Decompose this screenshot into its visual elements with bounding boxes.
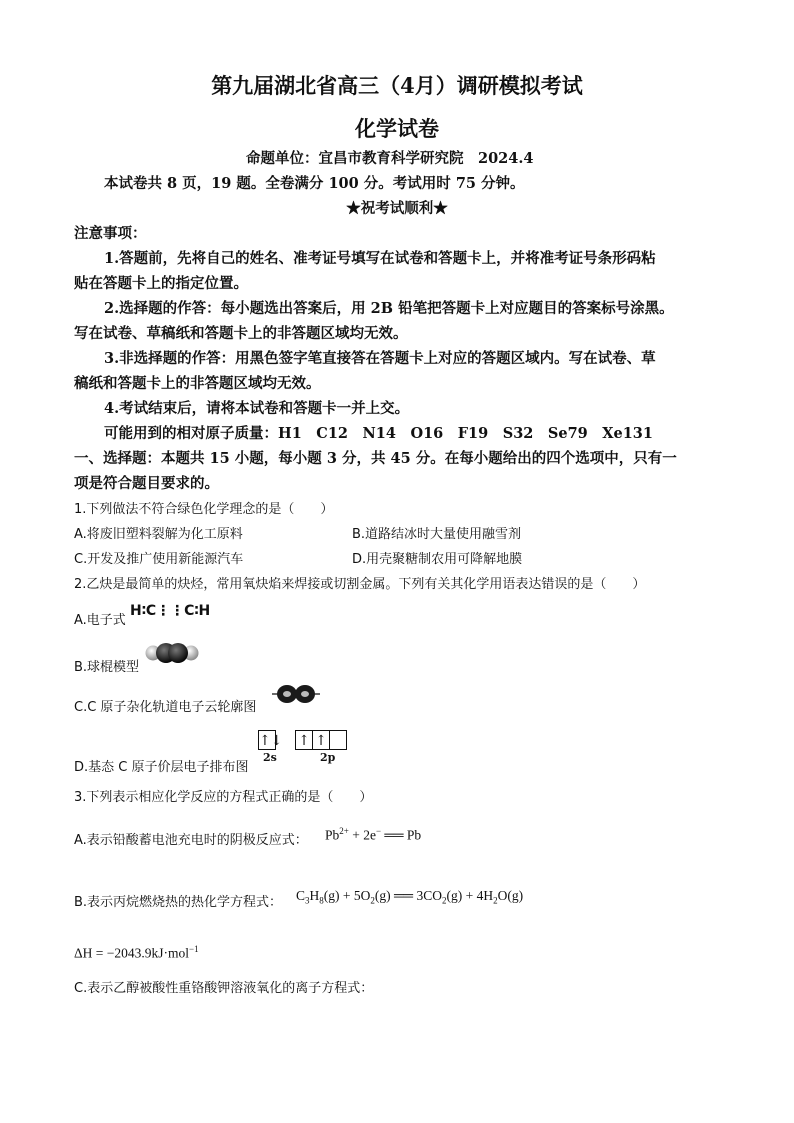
orbital-box-2p-1: ↑ <box>295 730 313 750</box>
orbital-box-2s: ↑↓ <box>258 730 276 750</box>
q1-option-c: C.开发及推广使用新能源汽车 <box>74 552 244 567</box>
q3-b-equation: $C_3H_8(g) + 5O_2(g)$ ══ $3CO_2(g) + 4H_2O(g)$ <box>296 888 524 906</box>
note-1-line-2: 贴在答题卡上的指定位置。 <box>74 275 248 292</box>
q2-option-c: C.C 原子杂化轨道电子云轮廓图 <box>74 700 257 715</box>
exam-title: 第九届湖北省高三（4月）调研模拟考试 <box>211 73 583 98</box>
q1-option-d: D.用壳聚糖制农用可降解地膜 <box>352 552 523 567</box>
q3-b-enthalpy <box>74 944 199 962</box>
q2-stem: 2.乙炔是最简单的炔烃，常用氧炔焰来焊接或切割金属。下列有关其化学用语表达错误的是（ ） <box>74 577 646 592</box>
carbon-atom-right <box>168 643 188 663</box>
good-luck-line: ★祝考试顺利★ <box>346 200 448 217</box>
q3-option-c: C.表示乙醇被酸性重铬酸钾溶液氧化的离子方程式： <box>74 981 374 996</box>
q2-electron-formula: H∶C⋮⋮C∶H <box>130 603 211 619</box>
q2-option-b: B.球棍模型 <box>74 660 140 675</box>
q3-option-b: B.表示丙烷燃烧热的热化学方程式： <box>74 895 283 910</box>
q1-option-a: A.将废旧塑料裂解为化工原料 <box>74 527 243 542</box>
enthalpy-value: ΔH = −2043.9kJ·mol <box>74 945 190 961</box>
q3-stem: 3.下列表示相应化学反应的方程式正确的是（ ） <box>74 790 373 805</box>
enthalpy-exponent: −1 <box>189 944 199 954</box>
author-line: 命题单位：宜昌市教育科学研究院 2024.4 <box>246 150 534 167</box>
note-4: 4.考试结束后，请将本试卷和答题卡一并上交。 <box>104 400 410 417</box>
section-1-line-1: 一、选择题：本题共 15 小题，每小题 3 分，共 45 分。在每小题给出的四个选项中，只有一 <box>74 450 677 467</box>
q3-a-equation: $Pb^{2+} + 2e^-$ ══ Pb <box>325 826 422 843</box>
note-1-line-1: 1.答题前，先将自己的姓名、准考证号填写在试卷和答题卡上，并将准考证号条形码粘 <box>104 250 656 267</box>
q3-option-a: A.表示铅酸蓄电池充电时的阴极反应式： <box>74 833 308 848</box>
label-2s: 2s <box>263 751 277 764</box>
paper-subtitle: 化学试卷 <box>355 116 439 141</box>
note-2-line-2: 写在试卷、草稿纸和答题卡上的非答题区域均无效。 <box>74 325 408 342</box>
q1-option-b: B.道路结冰时大量使用融雪剂 <box>352 527 522 542</box>
orbital-box-2p-2: ↑ <box>312 730 330 750</box>
atomic-masses: 可能用到的相对原子质量：H1 C12 N14 O16 F19 S32 Se79 Xe131 <box>104 425 653 442</box>
note-3-line-1: 3.非选择题的作答：用黑色签字笔直接答在答题卡上对应的答题区域内。写在试卷、草 <box>104 350 656 367</box>
ball-stick-model-image <box>144 642 200 664</box>
q2-option-a: A.电子式 <box>74 613 126 628</box>
note-3-line-2: 稿纸和答题卡上的非答题区域均无效。 <box>74 375 321 392</box>
orbital-diagram-2p <box>296 730 347 750</box>
section-1-line-2: 项是符合题目要求的。 <box>74 475 219 492</box>
orbital-diagram-2s <box>259 730 283 750</box>
exam-info: 本试卷共 8 页，19 题。全卷满分 100 分。考试用时 75 分钟。 <box>104 175 525 192</box>
q1-stem: 1.下列做法不符合绿色化学理念的是（ ） <box>74 502 334 517</box>
note-2-line-1: 2.选择题的作答：每小题选出答案后，用 2B 铅笔把答题卡上对应题目的答案标号涂黑。 <box>104 300 674 317</box>
q2-option-d: D.基态 C 原子价层电子排布图 <box>74 760 249 775</box>
orbital-box-2p-3 <box>329 730 347 750</box>
orbital-highlight-left <box>283 691 291 697</box>
notes-heading: 注意事项： <box>74 225 147 242</box>
hybrid-orbital-image <box>270 682 322 706</box>
orbital-highlight-right <box>301 691 309 697</box>
label-2p: 2p <box>320 751 336 764</box>
